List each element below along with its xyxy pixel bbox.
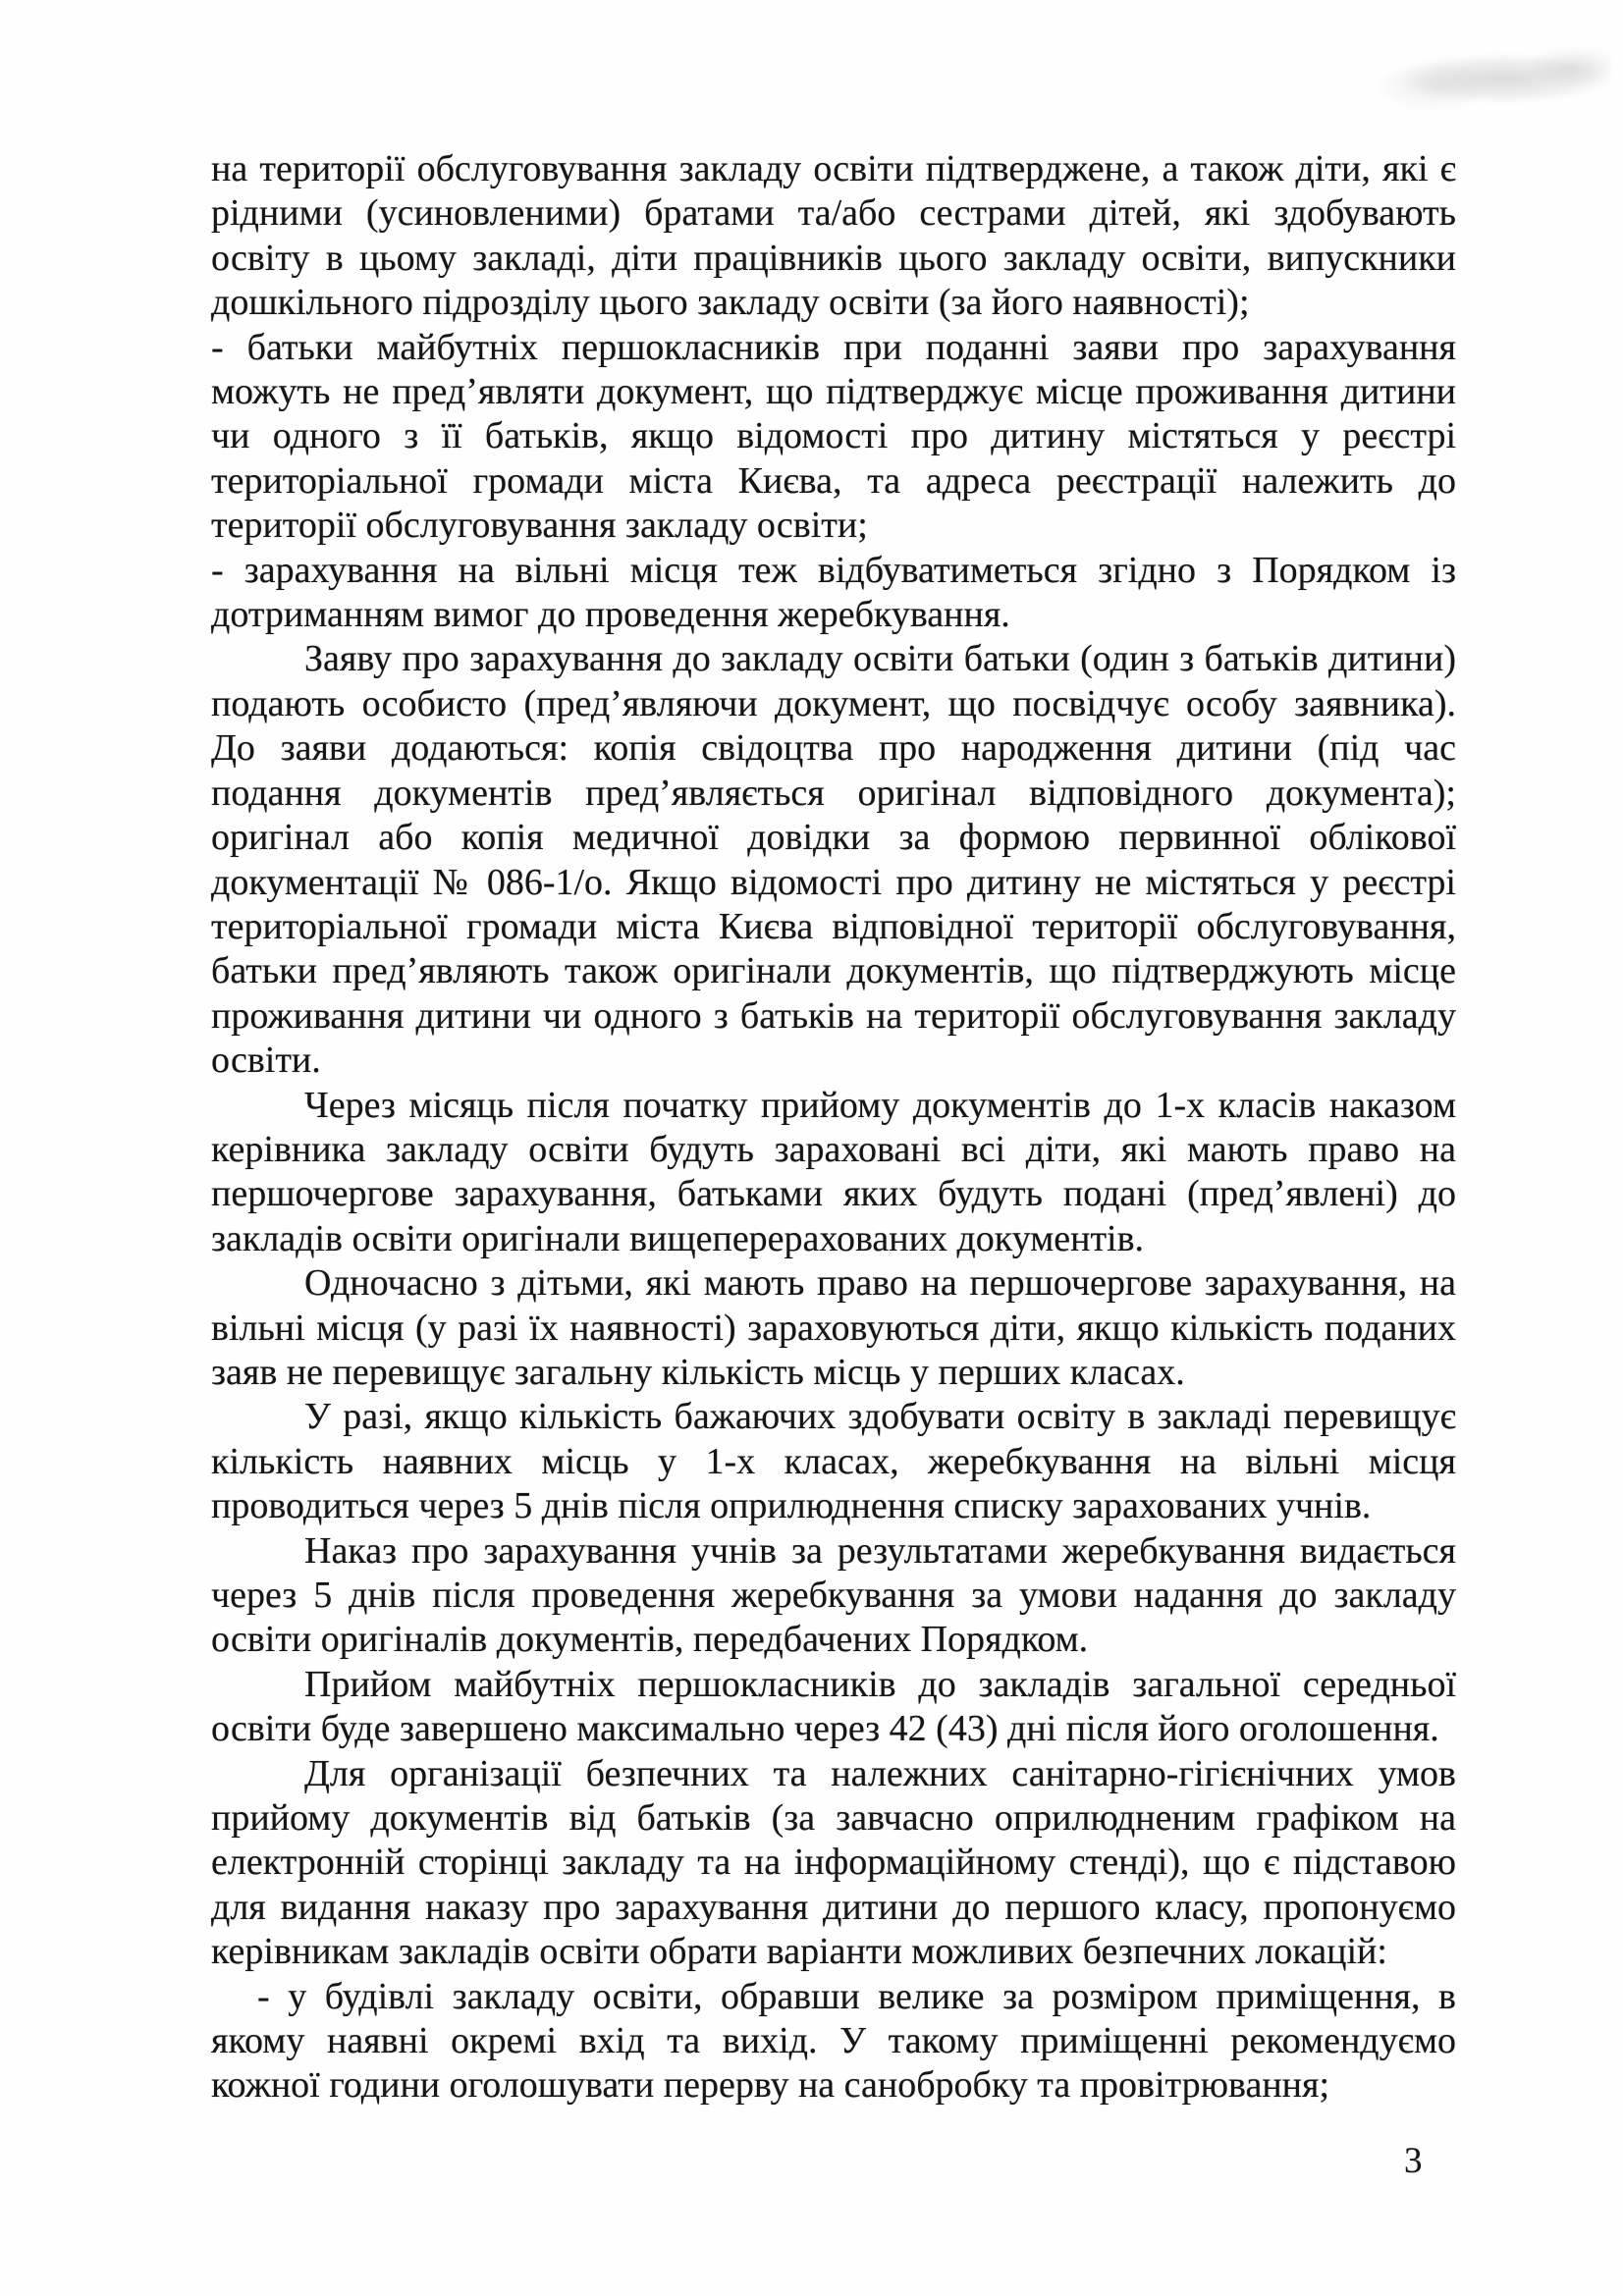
paragraph-11 — [211, 1975, 1456, 2109]
document-body-text — [211, 147, 1456, 2109]
text-line: Прийом майбутніх першокласників до закладів загальної середньої — [304, 1663, 1456, 1705]
text-line: можуть не пред’являти документ, що підтверджує місце проживання дитини — [211, 371, 1456, 413]
paragraph-4 — [211, 637, 1456, 1083]
text-line: територіальної громади міста Києва відповідної території обслуговування, — [211, 905, 1456, 947]
text-line: на території обслуговування закладу освіти підтверджене, а також діти, які є — [211, 148, 1456, 189]
text-line: закладів освіти оригінали вищеперерахованих документів. — [211, 1217, 1145, 1259]
text-line: - зарахування на вільні місця теж відбуватиметься згідно з Порядком із — [211, 549, 1456, 591]
text-line: подання документів пред’являється оригінал відповідного документа); — [211, 772, 1456, 814]
scan-smudge-artifact — [1375, 34, 1610, 108]
text-line: вільні місця (у разі їх наявності) зараховуються діти, якщо кількість поданих — [211, 1307, 1456, 1349]
text-line: рідними (усиновленими) братами та/або сестрами дітей, які здобувають — [211, 192, 1456, 235]
text-line: У разі, якщо кількість бажаючих здобувати освіту в закладі перевищує — [304, 1396, 1456, 1438]
text-line: дошкільного підрозділу цього закладу освіти (за його наявності); — [211, 282, 1250, 324]
paragraph-2 — [211, 326, 1456, 549]
text-line: проживання дитини чи одного з батьків на території обслуговування закладу — [211, 994, 1456, 1037]
text-line: освіту в цьому закладі, діти працівників цього закладу освіти, випускники — [211, 237, 1456, 279]
text-line: кожної години оголошувати перерву на санобробку та провітрювання; — [211, 2064, 1330, 2107]
text-line: - батьки майбутніх першокласників при поданні заяви про зарахування — [211, 326, 1456, 368]
text-line: території обслуговування закладу освіти; — [211, 505, 868, 547]
paragraph-8 — [211, 1529, 1456, 1663]
paragraph-9 — [211, 1663, 1456, 1752]
text-line: дотриманням вимог до проведення жеребкування. — [211, 594, 1010, 636]
text-line: Одночасно з дітьми, які мають право на першочергове зарахування, на — [304, 1262, 1456, 1305]
paragraph-5 — [211, 1084, 1456, 1262]
paragraph-7 — [211, 1395, 1456, 1528]
text-line: через 5 днів після проведення жеребкування за умови надання до закладу — [211, 1575, 1456, 1616]
text-line: батьки пред’являють також оригінали документів, що підтверджують місце — [211, 950, 1456, 992]
text-line: територіальної громади міста Києва, та адреса реєстрації належить до — [211, 459, 1456, 502]
text-line: прийому документів від батьків (за завчасно оприлюдненим графіком на — [211, 1797, 1456, 1840]
text-line: подають особисто (пред’являючи документ, що посвідчує особу заявника). — [211, 682, 1456, 724]
text-line: До заяви додаються: копія свідоцтва про народження дитини (під час — [211, 727, 1456, 770]
text-line: заяв не перевищує загальну кількість місць у перших класах. — [211, 1351, 1185, 1393]
text-line: освіти оригіналів документів, передбачених Порядком. — [211, 1619, 1089, 1661]
page-number: 3 — [1404, 2141, 1423, 2181]
paragraph-10 — [211, 1752, 1456, 1975]
text-line: Наказ про зарахування учнів за результатами жеребкування видається — [304, 1529, 1456, 1572]
text-line: документації № 086-1/о. Якщо відомості про дитину не містяться у реєстрі — [211, 861, 1456, 903]
text-line: Через місяць після початку прийому документів до 1-х класів наказом — [304, 1084, 1456, 1126]
text-line: першочергове зарахування, батьками яких будуть подані (пред’явлені) до — [211, 1173, 1456, 1215]
paragraph-3 — [211, 549, 1456, 638]
text-line: Для організації безпечних та належних санітарно-гігієнічних умов — [304, 1752, 1456, 1794]
text-line: проводиться через 5 днів після оприлюднення списку зарахованих учнів. — [211, 1485, 1372, 1527]
paragraph-6 — [211, 1261, 1456, 1395]
text-line: Заяву про зарахування до закладу освіти батьки (один з батьків дитини) — [304, 638, 1456, 680]
text-line: чи одного з її батьків, якщо відомості про дитину містяться у реєстрі — [211, 415, 1456, 457]
text-line: - у будівлі закладу освіти, обравши велике за розміром приміщення, в — [257, 1975, 1456, 2017]
text-line: керівникам закладів освіти обрати варіанти можливих безпечних локацій: — [211, 1931, 1387, 1973]
text-line: якому наявні окремі вхід та вихід. У такому приміщенні рекомендуємо — [211, 2020, 1456, 2062]
text-line: оригінал або копія медичної довідки за формою первинної облікової — [211, 817, 1456, 859]
text-line: освіти буде завершено максимально через 42 (43) дні після його оголошення. — [211, 1708, 1439, 1750]
text-line: керівника закладу освіти будуть зараховані всі діти, які мають право на — [211, 1128, 1456, 1170]
text-line: для видання наказу про зарахування дитини до першого класу, пропонуємо — [211, 1886, 1456, 1928]
text-line: освіти. — [211, 1040, 321, 1082]
text-line: електронній сторінці закладу та на інформаційному стенді), що є підставою — [211, 1842, 1456, 1884]
paragraph-1 — [211, 147, 1456, 326]
text-line: кількість наявних місць у 1-х класах, жеребкування на вільні місця — [211, 1440, 1456, 1482]
